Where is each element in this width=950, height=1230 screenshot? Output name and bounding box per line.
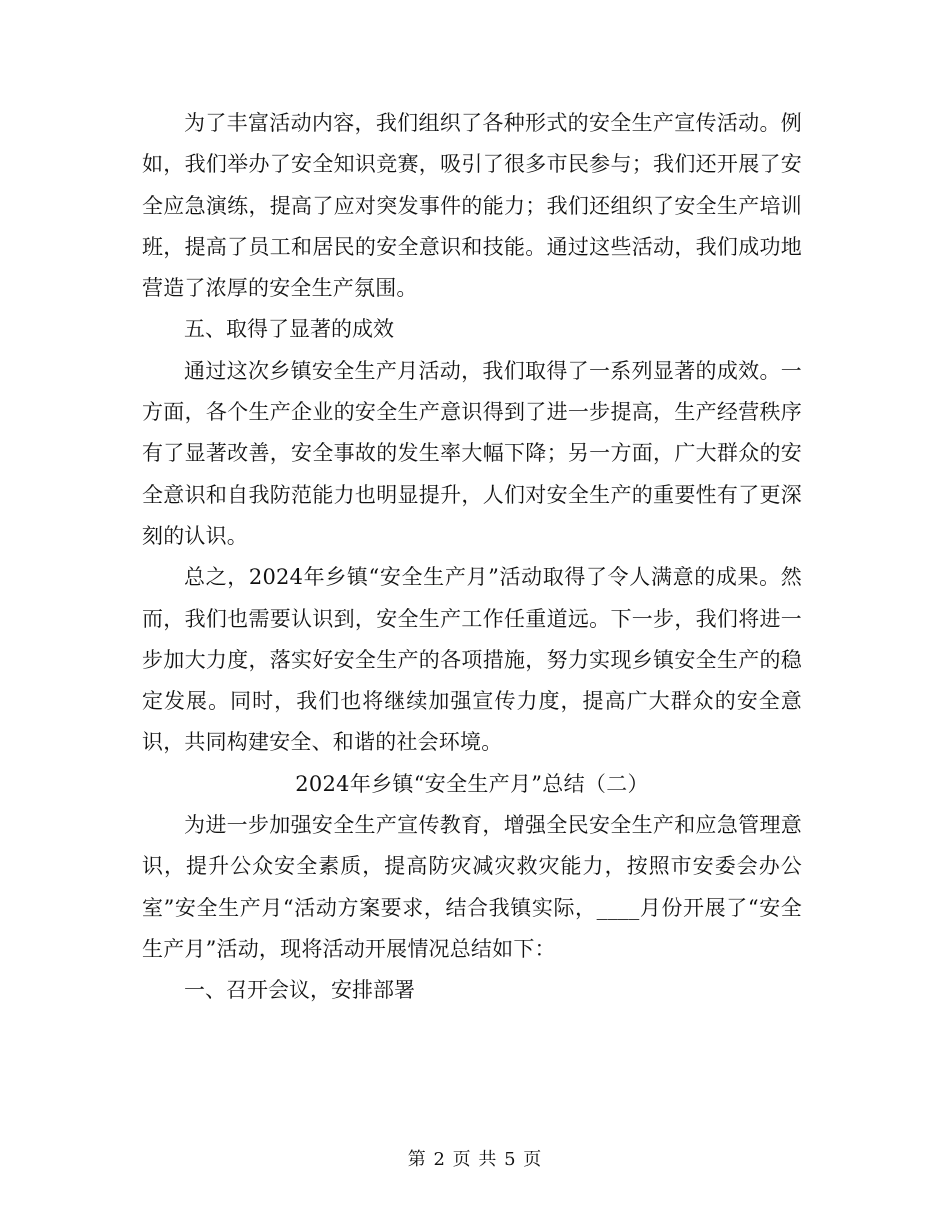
document-title: 2024年乡镇“安全生产月”总结（二） xyxy=(295,771,649,796)
paragraph-intro: 为进一步加强安全生产宣传教育，增强全民安全生产和应急管理意识，提升公众安全素质，提高防灾减灾救灾能力，按照市安委会办公室”安全生产月“活动方案要求，结合我镇实际，____月份开展了“安全生产月”活动，现将活动开展情况总结如下： xyxy=(142,813,802,961)
page-number: 第 2 页 共 5 页 xyxy=(407,1149,543,1170)
section-heading-meeting: 一、召开会议，安排部署 xyxy=(184,978,415,1003)
paragraph-conclusion: 总之，2024年乡镇“安全生产月”活动取得了令人满意的成果。然而，我们也需要认识到，安全生产工作任重道远。下一步，我们将进一步加大力度，落实好安全生产的各项措施，努力实现乡镇安全生产的稳定发展。同时，我们也将继续加强宣传力度，提高广大群众的安全意识，共同构建安全、和谐的社会环境。 xyxy=(142,565,802,755)
paragraph-activities: 为了丰富活动内容，我们组织了各种形式的安全生产宣传活动。例如，我们举办了安全知识竞赛，吸引了很多市民参与；我们还开展了安全应急演练，提高了应对突发事件的能力；我们还组织了安全生产培训班，提高了员工和居民的安全意识和技能。通过这些活动，我们成功地营造了浓厚的安全生产氛围。 xyxy=(142,111,802,301)
document-body xyxy=(142,103,802,1012)
paragraph-results: 通过这次乡镇安全生产月活动，我们取得了一系列显著的成效。一方面，各个生产企业的安全生产意识得到了进一步提高，生产经营秩序有了显著改善，安全事故的发生率大幅下降；另一方面，广大群众的安全意识和自我防范能力也明显提升，人们对安全生产的重要性有了更深刻的认识。 xyxy=(142,358,802,548)
section-heading-results: 五、取得了显著的成效 xyxy=(184,317,394,342)
